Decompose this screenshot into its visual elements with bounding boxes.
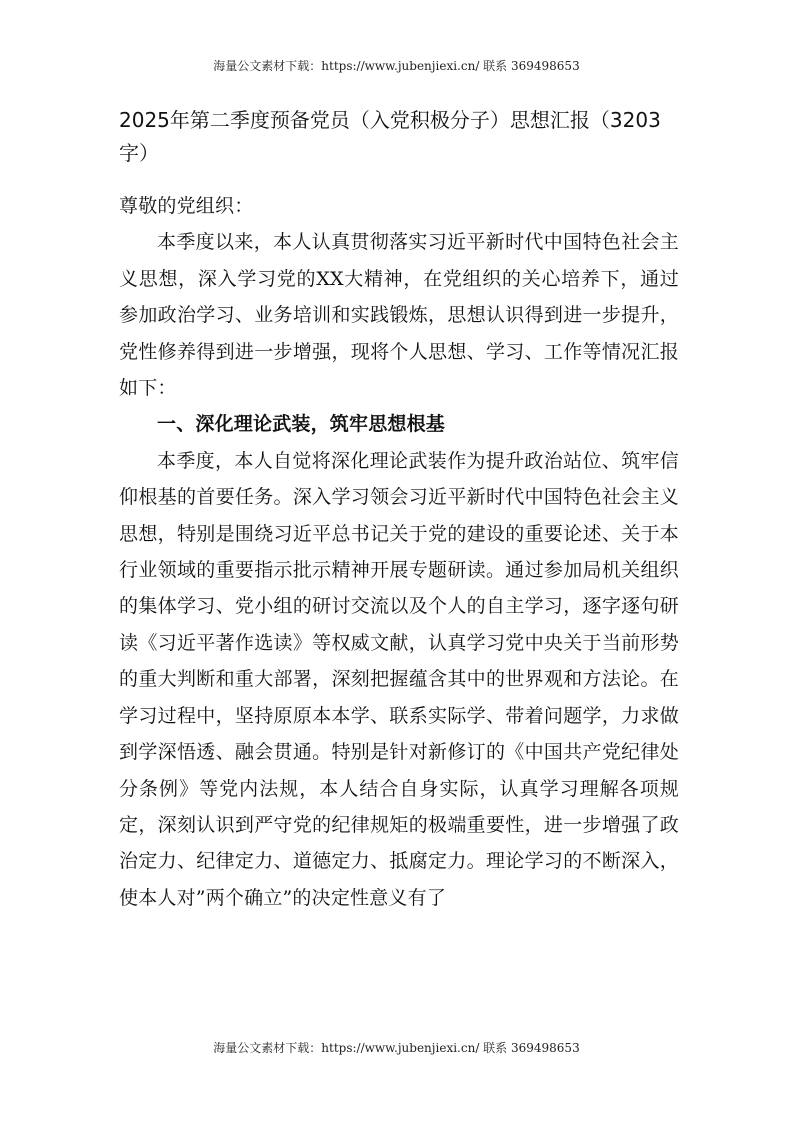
document-title: 2025年第二季度预备党员（入党积极分子）思想汇报（3203字） xyxy=(119,108,661,165)
section-heading: 一、深化理论武装，筑牢思想根基 xyxy=(157,413,446,436)
section-paragraph: 本季度，本人自觉将深化理论武装作为提升政治站位、筑牢信仰根基的首要任务。深入学习领会习近平新时代中国特色社会主义思想，特别是围绕习近平总书记关于党的建设的重要论述、关于本行业领域的重要指示批示精神开展专题研读。通过参加局机关组织的集体学习、党小组的研讨交流以及个人的自主学习，逐字逐句研读《习近平著作选读》等权威文献，认真学习党中央关于当前形势的重大判断和重大部署，深刻把握蕴含其中的世界观和方法论。在学习过程中，坚持原原本本学、联系实际学、带着问题学，力求做到学深悟透、融会贯通。特别是针对新修订的《中国共产党纪律处分条例》等党内法规，本人结合自身实际，认真学习理解各项规定，深刻认识到严守党的纪律规矩的极端重要性，进一步增强了政治定力、纪律定力、道德定力、抵腐定力。理论学习的不断深入，使本人对”两个确立”的决定性意义有了 xyxy=(119,449,679,909)
intro-paragraph: 本季度以来，本人认真贯彻落实习近平新时代中国特色社会主义思想，深入学习党的XX大精神，在党组织的关心培养下，通过参加政治学习、业务培训和实践锻炼，思想认识得到进一步提升，党性修养得到进一步增强，现将个人思想、学习、工作等情况汇报如下： xyxy=(119,231,679,400)
document-body xyxy=(119,185,679,916)
page-footer: 海量公文素材下载：https://www.jubenjiexi.cn/ 联系 369498653 xyxy=(213,1041,580,1055)
page-header: 海量公文素材下载：https://www.jubenjiexi.cn/ 联系 369498653 xyxy=(213,59,580,73)
salutation: 尊敬的党组织： xyxy=(119,195,254,217)
